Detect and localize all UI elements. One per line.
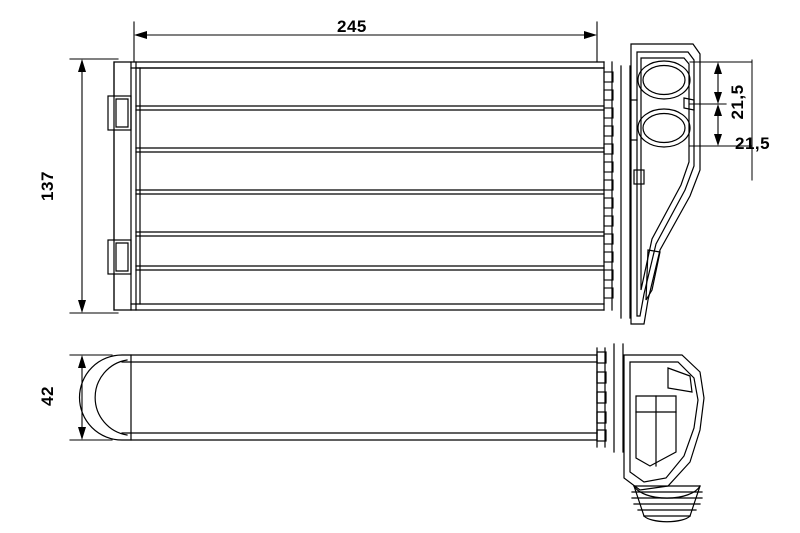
side-view-body bbox=[80, 344, 624, 452]
inlet-port-lower bbox=[638, 109, 690, 147]
outlet-housing bbox=[631, 44, 700, 324]
dimension-label-137: 137 bbox=[38, 171, 57, 201]
front-view-body bbox=[108, 62, 630, 318]
dimension-21-5-lower bbox=[690, 104, 726, 146]
side-outlet-assembly bbox=[624, 355, 704, 522]
inlet-port-upper bbox=[638, 61, 690, 99]
dimension-label-245: 245 bbox=[337, 17, 367, 36]
dimension-137 bbox=[70, 59, 118, 313]
dimension-label-42: 42 bbox=[38, 386, 57, 406]
dimension-label-21-5-upper: 21,5 bbox=[728, 84, 747, 120]
dimension-label-21-5-lower: 21,5 bbox=[735, 134, 771, 153]
dimension-21-5-upper bbox=[690, 62, 726, 104]
